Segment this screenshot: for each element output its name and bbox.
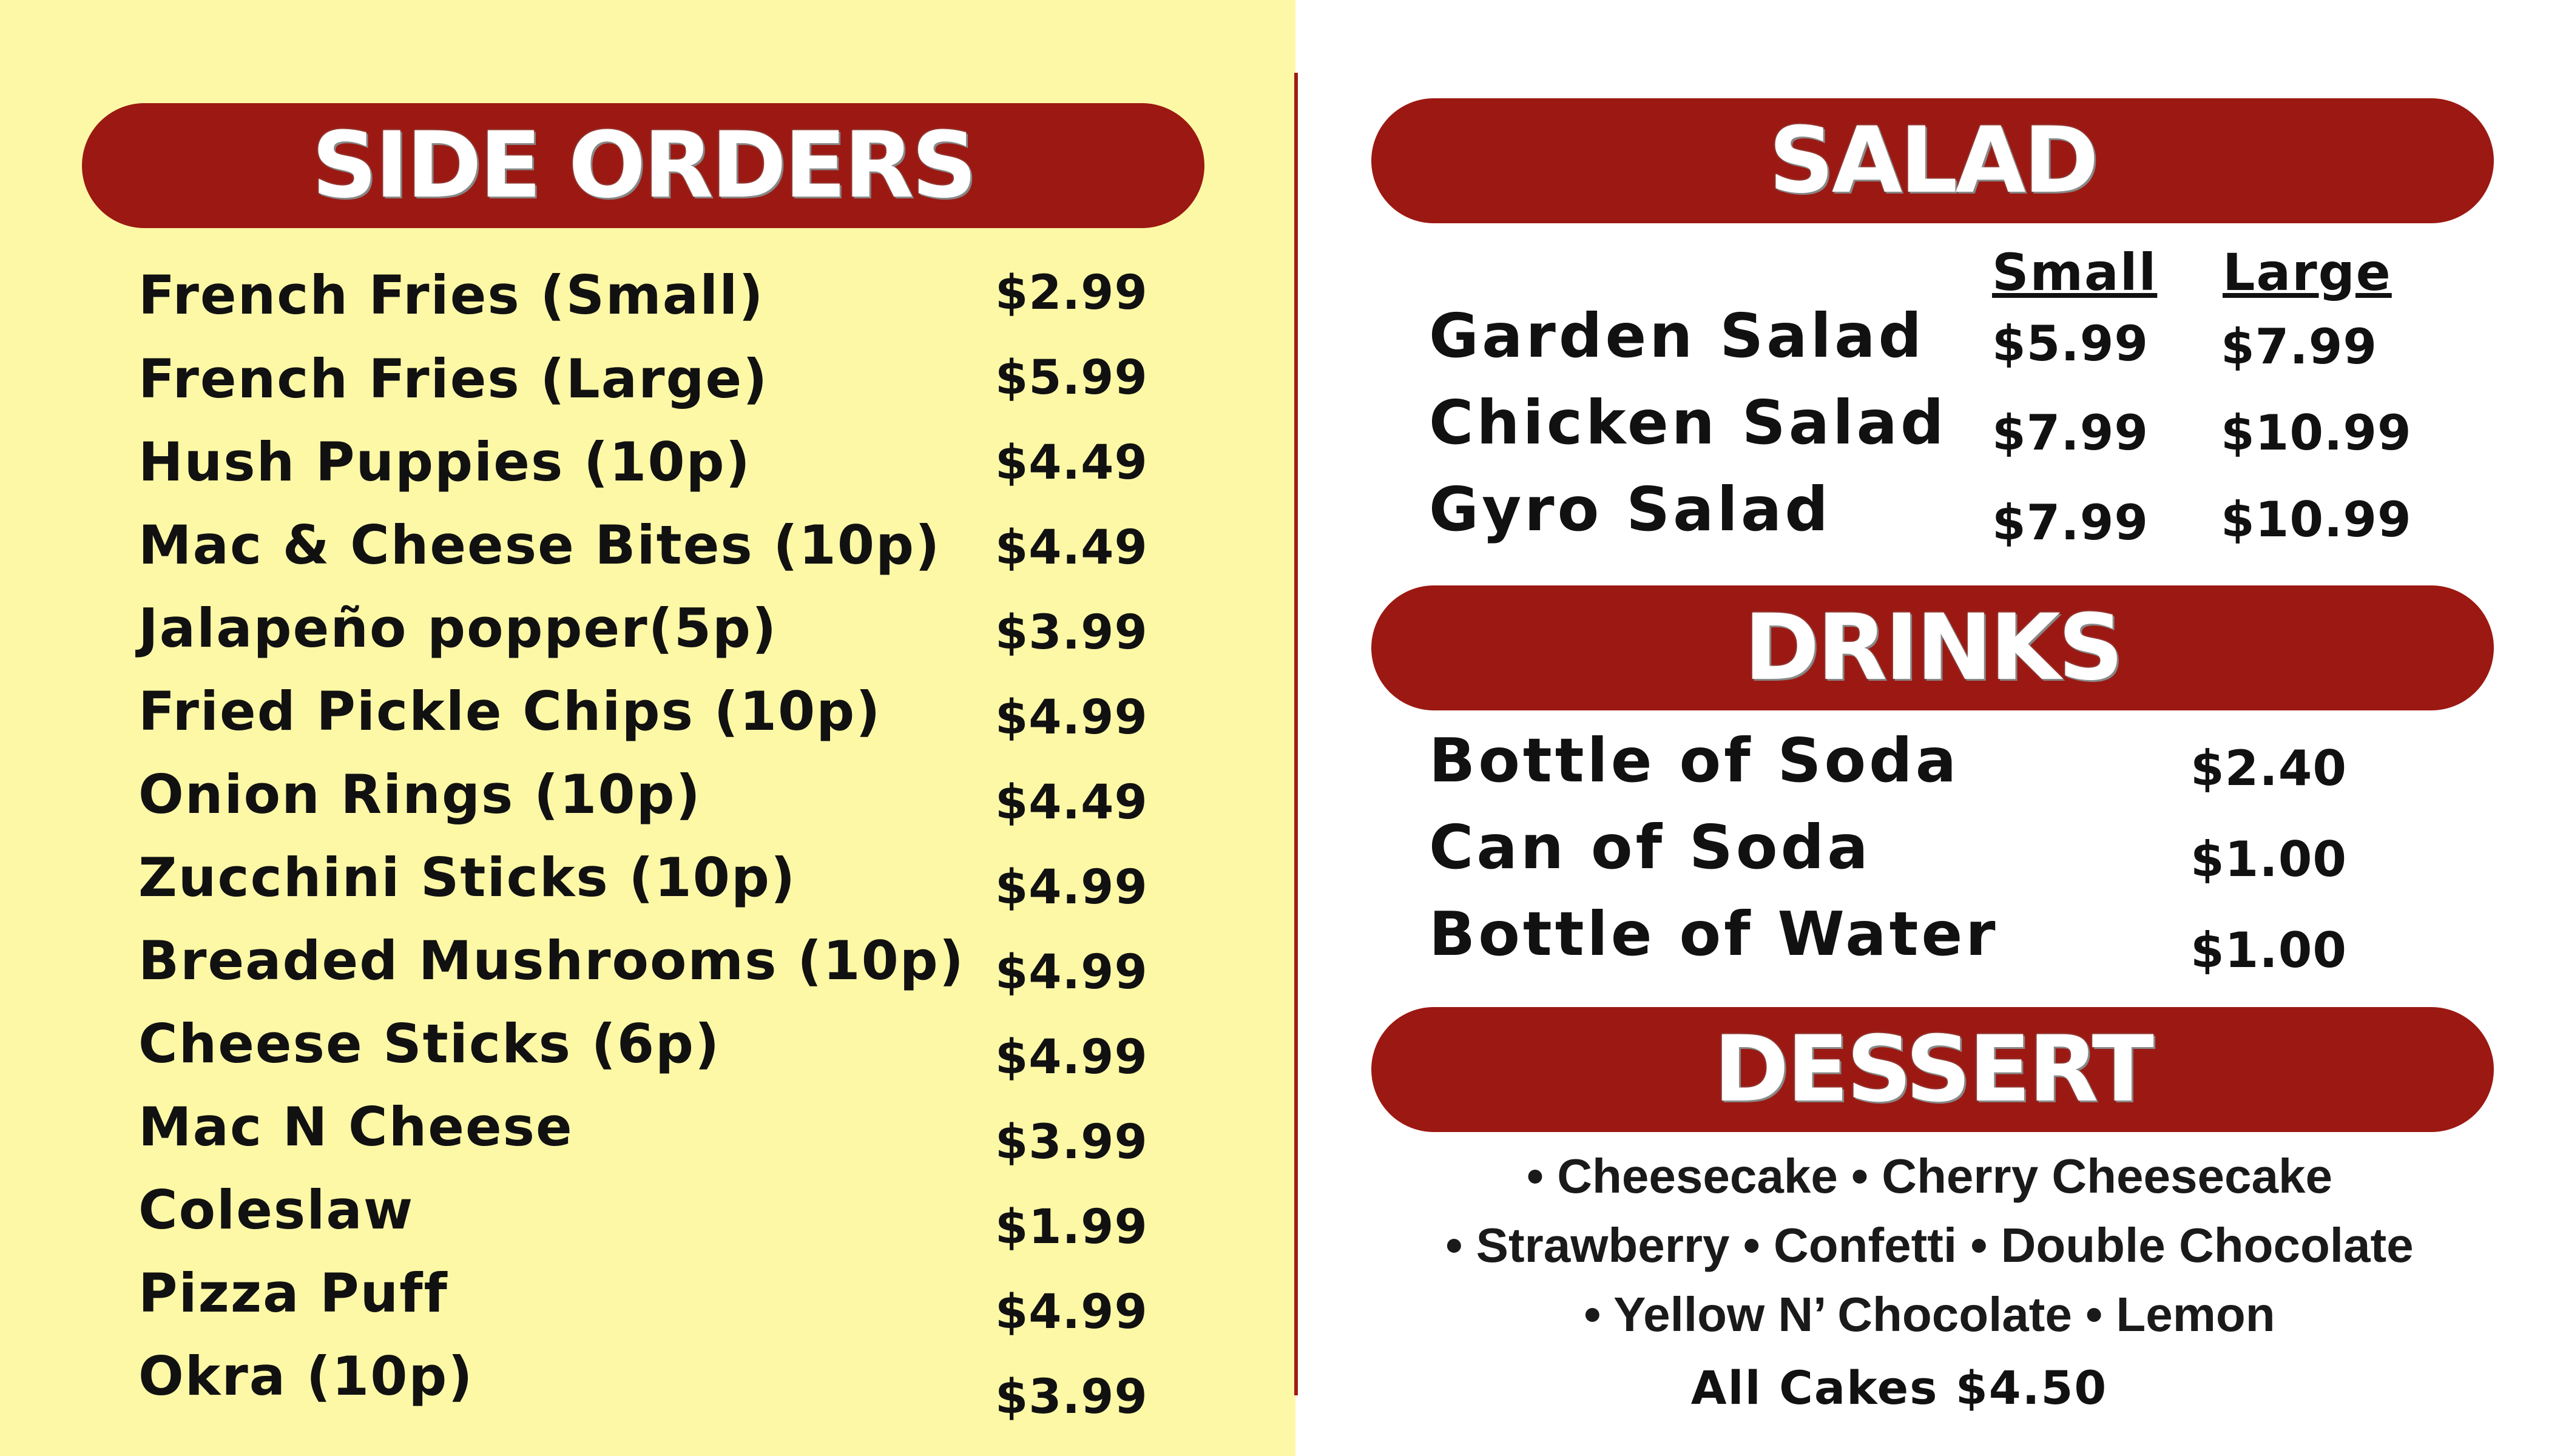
side-item-name: Onion Rings (10p) (138, 763, 701, 826)
side-item-name: Pizza Puff (138, 1262, 448, 1324)
dessert-flavors-line: • Cheesecake • Cherry Cheesecake (1527, 1149, 2332, 1203)
dessert-price: All Cakes $4.50 (1690, 1361, 2108, 1415)
side-item-price: $4.49 (995, 436, 1148, 490)
dessert-flavors-line: • Yellow N’ Chocolate • Lemon (1584, 1287, 2275, 1341)
side-item-price: $3.99 (995, 605, 1148, 660)
salad-item-name: Gyro Salad (1429, 474, 1831, 545)
drinks-title: DRINKS (1744, 595, 2121, 701)
salad-small-column-header: Small (1992, 243, 2158, 302)
side-item-price: $3.99 (995, 1115, 1148, 1170)
salad-item-large-price: $10.99 (2221, 491, 2412, 548)
dessert-flavors-line: • Strawberry • Confetti • Double Chocolate (1445, 1218, 2414, 1272)
salad-item-small-price: $7.99 (1992, 494, 2149, 551)
side-item-price: $3.99 (995, 1370, 1148, 1424)
side-item-name: Okra (10p) (138, 1345, 474, 1407)
side-item-price: $1.99 (995, 1200, 1148, 1255)
drink-item-price: $1.00 (2190, 922, 2348, 979)
salad-banner (1371, 98, 2494, 223)
salad-item-name: Chicken Salad (1429, 387, 1947, 458)
side-item-name: Fried Pickle Chips (10p) (138, 680, 882, 743)
drink-item-name: Can of Soda (1429, 812, 1871, 883)
side-item-name: Mac N Cheese (138, 1096, 573, 1158)
salad-title: SALAD (1768, 108, 2097, 214)
salad-item-large-price: $10.99 (2221, 405, 2412, 461)
side-item-price: $4.99 (995, 860, 1148, 915)
panel-divider (1294, 73, 1298, 1395)
side-item-name: Breaded Mushrooms (10p) (138, 929, 965, 992)
drink-item-price: $2.40 (2190, 740, 2348, 797)
drink-item-price: $1.00 (2190, 831, 2348, 888)
drink-item-name: Bottle of Water (1429, 898, 1999, 969)
side-item-price: $2.99 (995, 266, 1148, 320)
side-orders-title: SIDE ORDERS (311, 113, 975, 218)
salad-large-column-header: Large (2223, 243, 2392, 302)
salad-item-large-price: $7.99 (2221, 318, 2378, 375)
side-item-name: Cheese Sticks (6p) (138, 1013, 721, 1075)
side-item-price: $4.49 (995, 521, 1148, 575)
side-item-price: $4.99 (995, 1030, 1148, 1085)
side-item-price: $4.99 (995, 945, 1148, 1000)
dessert-banner (1371, 1007, 2494, 1132)
dessert-title: DESSERT (1714, 1017, 2152, 1122)
side-item-price: $4.99 (995, 690, 1148, 745)
drinks-banner (1371, 585, 2494, 710)
side-item-price: $4.99 (995, 1285, 1148, 1340)
side-item-price: $5.99 (995, 351, 1148, 405)
side-item-name: French Fries (Large) (138, 348, 769, 410)
side-item-name: Coleslaw (138, 1179, 414, 1241)
salad-item-name: Garden Salad (1429, 300, 1925, 371)
side-item-name: Hush Puppies (10p) (138, 431, 751, 493)
side-item-name: Zucchini Sticks (10p) (138, 846, 797, 909)
salad-item-small-price: $5.99 (1992, 315, 2149, 372)
side-item-name: Mac & Cheese Bites (10p) (138, 514, 941, 576)
side-item-price: $4.49 (995, 775, 1148, 830)
side-item-name: Jalapeño popper(5p) (138, 597, 778, 659)
side-orders-banner (82, 103, 1204, 228)
salad-item-small-price: $7.99 (1992, 405, 2149, 461)
side-item-name: French Fries (Small) (138, 264, 765, 326)
drink-item-name: Bottle of Soda (1429, 725, 1960, 796)
